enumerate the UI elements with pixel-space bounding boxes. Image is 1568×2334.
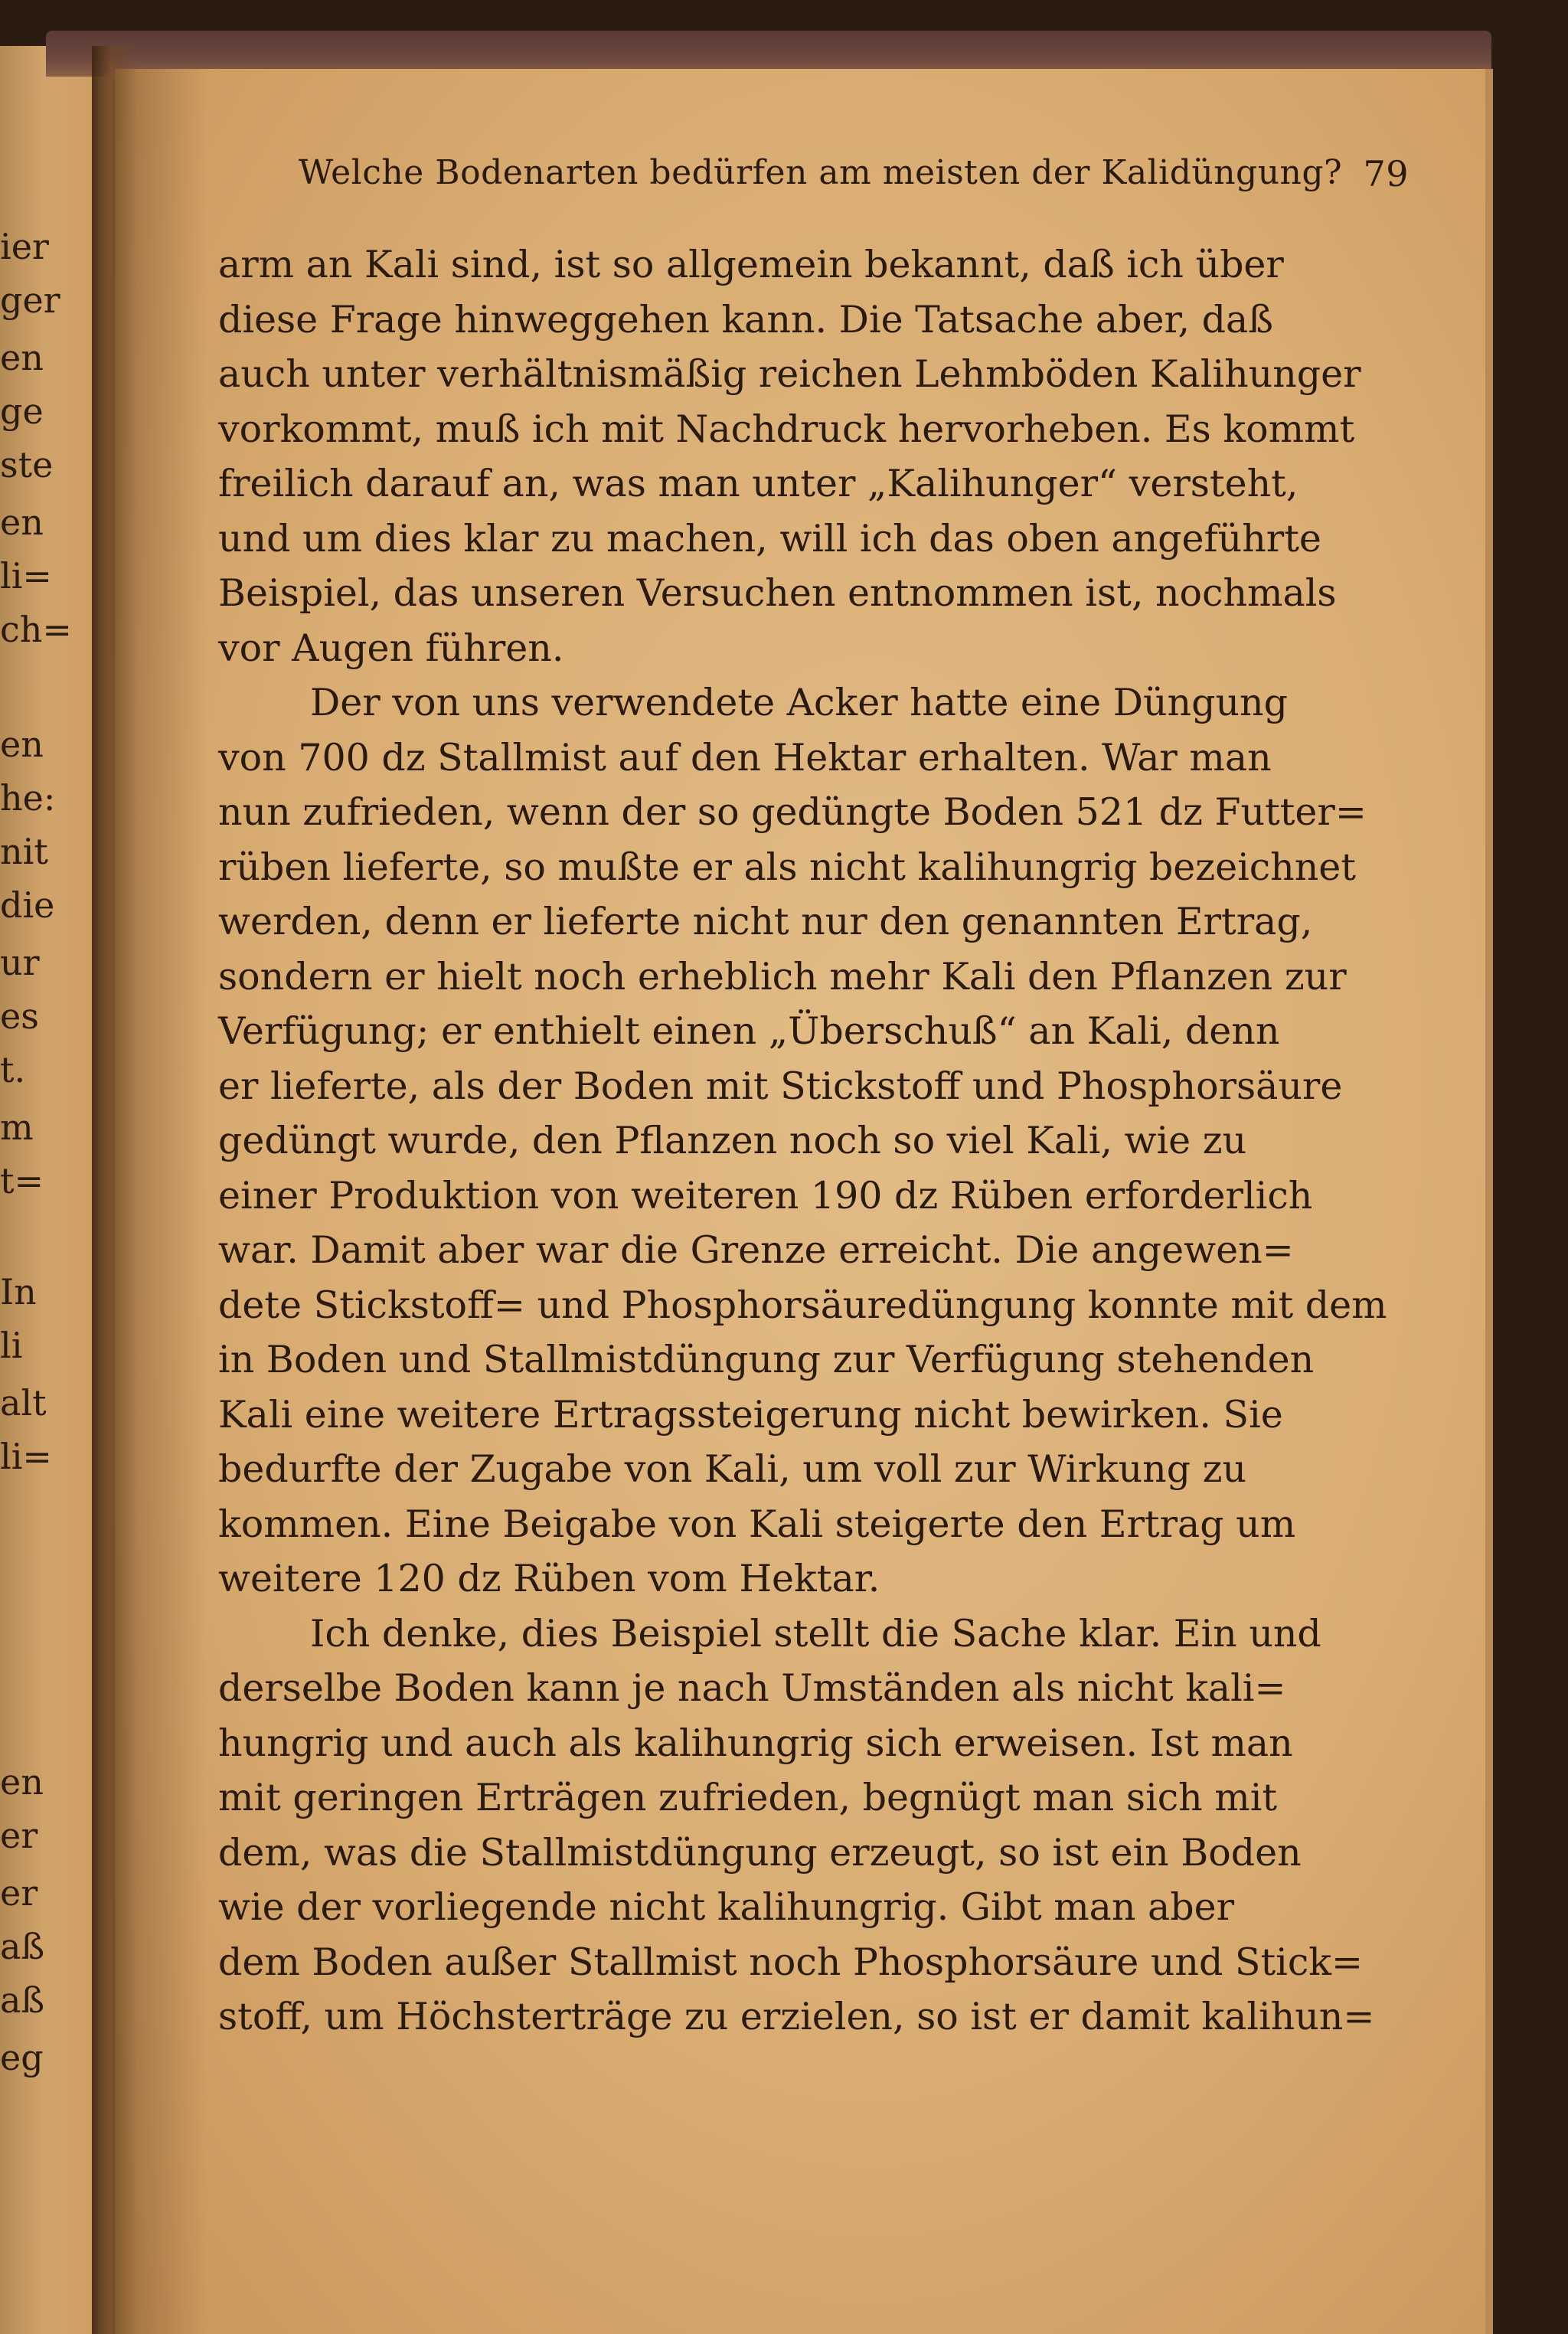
text-line: hungrig und auch als kalihungrig sich erweisen. Ist man: [218, 1721, 1293, 1765]
left-fragment: ier: [0, 226, 49, 267]
text-line: stoff, um Höchsterträge zu erzielen, so ist er damit kalihun=: [218, 1995, 1375, 2038]
left-fragment: aß: [0, 1979, 45, 2021]
left-fragment: ge: [0, 391, 44, 432]
text-line: nun zufrieden, wenn der so gedüngte Boden 521 dz Futter=: [218, 790, 1367, 834]
left-fragment: m: [0, 1107, 34, 1148]
text-line: wie der vorliegende nicht kalihungrig. Gibt man aber: [218, 1885, 1235, 1929]
book-page: [115, 69, 1493, 2334]
text-line: und um dies klar zu machen, will ich das oben angeführte: [218, 516, 1321, 561]
text-line: freilich darauf an, was man unter „Kalihunger“ versteht,: [218, 462, 1298, 505]
text-line: bedurfte der Zugabe von Kali, um voll zur Wirkung zu: [218, 1447, 1247, 1491]
left-fragment: er: [0, 1872, 38, 1914]
text-line: kommen. Eine Beigabe von Kali steigerte den Ertrag um: [218, 1502, 1296, 1546]
text-line: derselbe Boden kann je nach Umständen als nicht kali=: [218, 1666, 1286, 1710]
text-line: vor Augen führen.: [218, 626, 564, 670]
page-number: 79: [1363, 153, 1409, 194]
text-line: weitere 120 dz Rüben vom Hektar.: [218, 1557, 880, 1600]
header-title: Welche Bodenarten bedürfen am meisten der Kalidüngung?: [299, 153, 1343, 192]
left-fragment: he:: [0, 777, 56, 819]
text-line: in Boden und Stallmistdüngung zur Verfügung stehenden: [218, 1338, 1315, 1381]
text-line: rüben lieferte, so mußte er als nicht kalihungrig bezeichnet: [218, 845, 1356, 889]
left-fragment: ur: [0, 942, 40, 983]
text-line: gedüngt wurde, den Pflanzen noch so viel Kali, wie zu: [218, 1119, 1247, 1162]
text-line: arm an Kali sind, ist so allgemein bekannt, daß ich über: [218, 243, 1284, 286]
text-line: von 700 dz Stallmist auf den Hektar erhalten. War man: [218, 735, 1272, 780]
text-line: Beispiel, das unseren Versuchen entnommen ist, nochmals: [218, 571, 1337, 615]
left-fragment: die: [0, 884, 55, 926]
text-line: Verfügung; er enthielt einen „Überschuß“ an Kali, denn: [218, 1009, 1280, 1053]
left-fragment: li=: [0, 1436, 52, 1477]
left-fragment: es: [0, 995, 39, 1037]
text-line: dete Stickstoff= und Phosphorsäuredüngung konnte mit dem: [218, 1283, 1387, 1327]
left-fragment: er: [0, 1815, 38, 1856]
left-fragment: li=: [0, 555, 52, 597]
left-fragment: t=: [0, 1160, 44, 1201]
left-page-fragments: [0, 46, 92, 2334]
left-fragment: aß: [0, 1926, 45, 1967]
text-line: er lieferte, als der Boden mit Stickstoff und Phosphorsäure: [218, 1064, 1343, 1108]
left-fragment: en: [0, 1761, 44, 1803]
text-line: vorkommt, muß ich mit Nachdruck hervorheben. Es kommt: [218, 407, 1355, 451]
book-spine-shadow: [92, 46, 138, 2334]
paragraph-start-line: Der von uns verwendete Acker hatte eine Düngung: [310, 681, 1288, 724]
left-fragment: alt: [0, 1382, 47, 1424]
body-text: [218, 237, 1420, 2045]
text-line: dem, was die Stallmistdüngung erzeugt, so ist ein Boden: [218, 1830, 1302, 1875]
left-fragment: eg: [0, 2037, 44, 2078]
text-line: sondern er hielt noch erheblich mehr Kali den Pflanzen zur: [218, 954, 1347, 999]
left-fragment: en: [0, 337, 44, 378]
text-line: mit geringen Erträgen zufrieden, begnügt man sich mit: [218, 1776, 1278, 1819]
text-line: Kali eine weitere Ertragssteigerung nicht bewirken. Sie: [218, 1392, 1283, 1437]
text-line: war. Damit aber war die Grenze erreicht. Die angewen=: [218, 1228, 1294, 1272]
left-fragment: en: [0, 724, 44, 765]
left-fragment: ger: [0, 279, 60, 321]
left-fragment: en: [0, 502, 44, 543]
left-fragment: nit: [0, 831, 48, 872]
running-header: [299, 153, 1409, 207]
left-fragment: ch=: [0, 609, 72, 650]
text-line: auch unter verhältnismäßig reichen Lehmböden Kalihunger: [218, 352, 1361, 396]
left-fragment: li: [0, 1325, 23, 1366]
text-line: einer Produktion von weiteren 190 dz Rüben erforderlich: [218, 1173, 1313, 1218]
left-fragment: t.: [0, 1049, 26, 1090]
text-line: diese Frage hinweggehen kann. Die Tatsache aber, daß: [218, 297, 1273, 342]
text-line: dem Boden außer Stallmist noch Phosphorsäure und Stick=: [218, 1940, 1364, 1984]
left-fragment: ste: [0, 444, 54, 485]
left-fragment: In: [0, 1271, 37, 1312]
text-line: werden, denn er lieferte nicht nur den genannten Ertrag,: [218, 900, 1313, 943]
paragraph-start-line: Ich denke, dies Beispiel stellt die Sache klar. Ein und: [310, 1611, 1321, 1656]
